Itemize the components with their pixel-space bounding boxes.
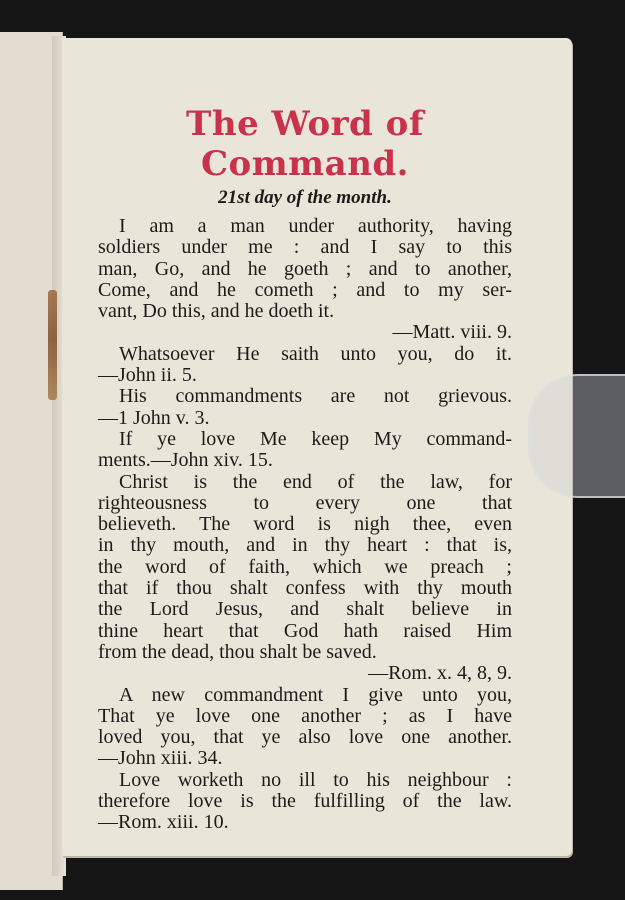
page-clip [528,374,625,498]
text-line: Whatsoever He saith unto you, do it. [119,342,512,365]
text-line: I am a man under authority, having [119,215,512,237]
text-line: That ye love one another ; as I have [98,704,512,727]
page-title: The Word of Command. [186,104,424,184]
scripture-reference: —Matt. viii. 9. [392,321,512,344]
text-line: His commandments are not grievous. [119,385,512,408]
scripture-reference: —Rom. xiii. 10. [98,811,229,834]
scripture-reference: —1 John v. 3. [98,406,210,429]
text-line: therefore love is the fulfilling of the law. [98,790,512,813]
text-line: soldiers under me : and I say to this [98,236,512,259]
page-text [98,104,512,834]
text-line: Love worketh no ill to his neighbour : [119,768,512,791]
text-line: from the dead, thou shalt be saved. [98,640,377,663]
text-line: the Lord Jesus, and shalt believe in [98,598,512,621]
scripture-reference: —John ii. 5. [98,364,197,387]
text-line: the word of faith, which we preach ; [98,555,512,578]
text-line: loved you, that ye also love one another. [98,726,512,749]
text-line: that if thou shalt confess with thy mouth [98,577,512,600]
text-line: believeth. The word is nigh thee, even [98,513,512,536]
text-line: thine heart that God hath raised Him [98,619,512,642]
text-line: righteousness to every one that [98,491,512,514]
scripture-reference: —John xiii. 34. [98,747,223,770]
scripture-reference: —Rom. x. 4, 8, 9. [368,662,512,685]
page-subtitle: 21st day of the month. [218,187,392,208]
text-line: A new commandment I give unto you, [119,683,512,706]
text-line: If ye love Me keep My command- [119,427,512,450]
text-line: Christ is the end of the law, for [119,470,512,493]
text-line: in thy mouth, and in thy heart : that is, [98,534,512,557]
text-line: man, Go, and he goeth ; and to another, [98,257,512,280]
text-line: vant, Do this, and he doeth it. [98,300,335,323]
scripture-reference: ments.—John xiv. 15. [98,449,273,472]
text-line: Come, and he cometh ; and to my ser- [98,278,512,301]
binding-stain [48,290,57,400]
